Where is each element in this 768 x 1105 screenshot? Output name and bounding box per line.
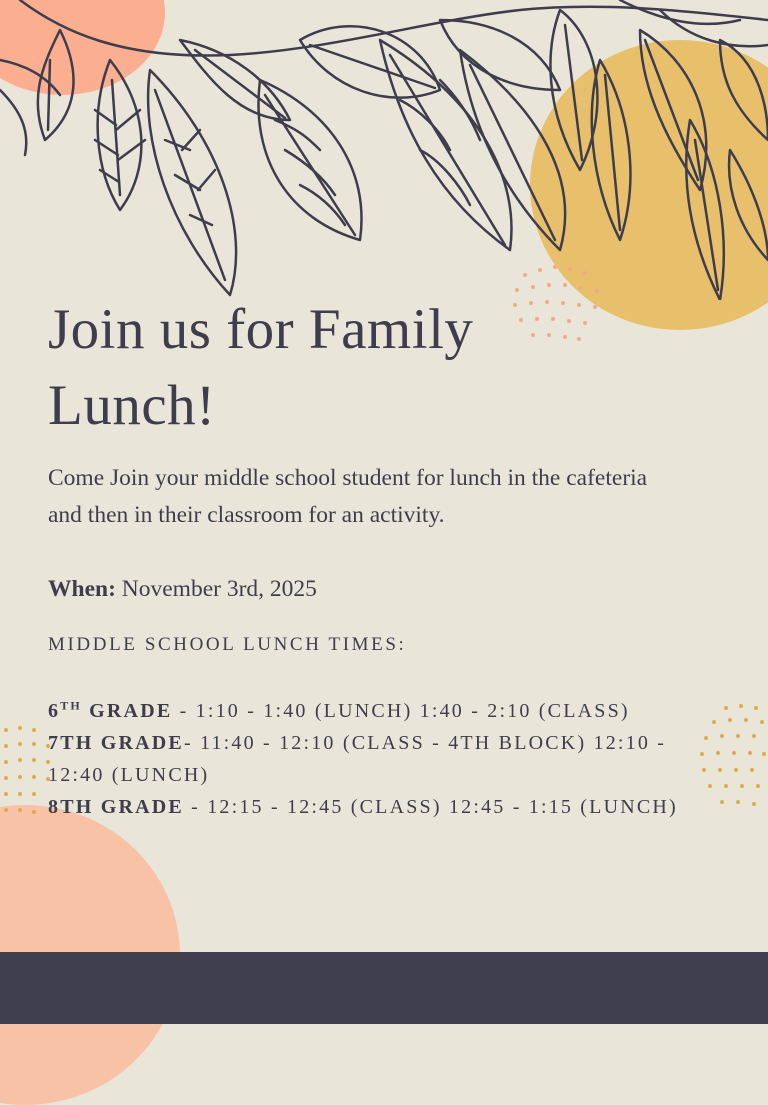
footer-bar: [0, 952, 768, 1024]
event-date: [48, 571, 317, 608]
grade-label: 6TH GRADE: [48, 698, 173, 722]
leaf-illustration: [0, 0, 768, 300]
lunch-times-heading: MIDDLE SCHOOL LUNCH TIMES:: [48, 634, 407, 655]
when-date: November 3rd, 2025: [121, 576, 317, 602]
grade-schedule-item-8th: [48, 791, 688, 823]
grade-schedule-item-7th: [48, 727, 688, 791]
grade-times: - 11:40 - 12:10 (CLASS - 4TH BLOCK) 12:10 - 12:40 (LUNCH): [48, 732, 667, 786]
when-label: When:: [48, 576, 116, 602]
dot-pattern-right: [696, 700, 768, 820]
intro-text: Come Join your middle school student for lunch in the cafeteria and then in their classroom for an activity.: [48, 465, 648, 528]
page-title: Join us for Family Lunch!: [48, 298, 474, 437]
grade-schedule-item-6th: [48, 695, 688, 727]
grade-label: 7TH GRADE: [48, 732, 184, 754]
grade-times: - 1:10 - 1:40 (LUNCH) 1:40 - 2:10 (CLASS): [172, 700, 630, 722]
grade-label: 8TH GRADE: [48, 796, 184, 818]
grade-times: - 12:15 - 12:45 (CLASS) 12:45 - 1:15 (LUNCH): [183, 796, 678, 818]
grade-schedule-list: [48, 695, 688, 823]
